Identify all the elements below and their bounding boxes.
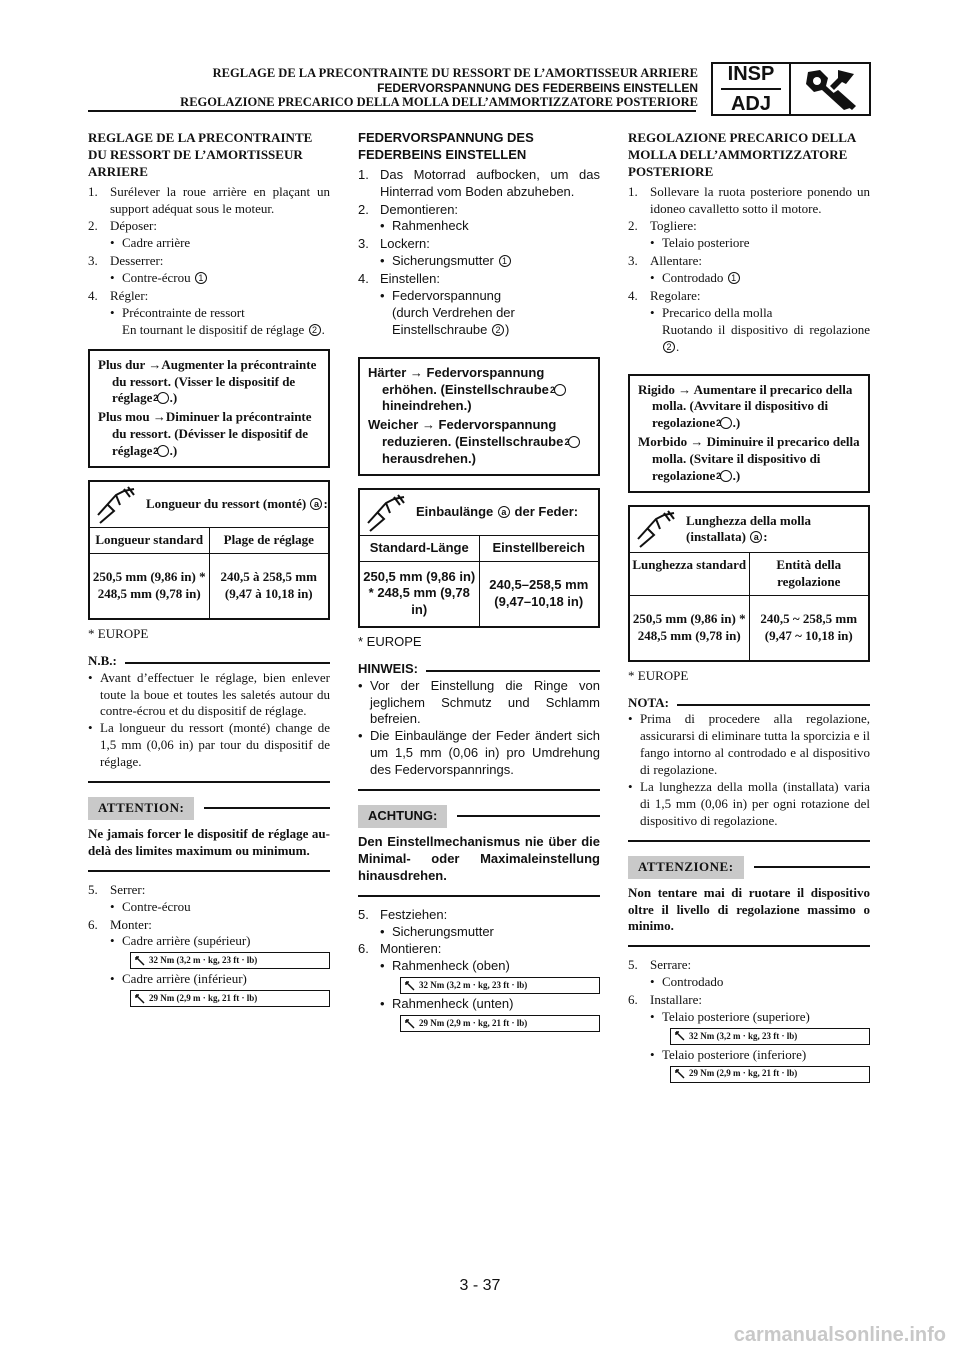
- callout-a-icon: a: [750, 531, 762, 543]
- de-step-6: 6. Montieren:: [358, 941, 442, 957]
- it-footnote: * EUROPE: [628, 667, 689, 683]
- callout-2-icon: 2: [568, 436, 580, 448]
- fr-note-list: • Avant d’effectuer le réglage, bien enlever toute la boue et toutes les saletés autour du contre-écrou et du dispositif de réglage. • La longueur du ressort (monté) change de 1,5 mm (0,06 in) par tour du dispositif de réglage.: [88, 669, 330, 770]
- callout-2-icon: 2: [720, 417, 732, 429]
- column-french: [88, 130, 330, 1009]
- it-warning-text: Non tentare mai di ruotare il dispositivo oltre il livello di regolazione massimo o minimo.: [628, 884, 870, 934]
- de-adjust-box: Härter → Federvorspannung erhöhen. (Einstellschraube 2 hineindrehen.) Weicher → Federvorspannung reduzieren. (Einstellschraube 2 herausdrehen.): [358, 357, 600, 476]
- fr-torque-spec-2: 29 Nm (2,9 m · kg, 21 ft · lb): [130, 990, 330, 1007]
- it-step-4-sub: Ruotando il dispositivo di regolazione 2 .: [662, 321, 870, 354]
- fr-step-1: 1. Surélever la roue arrière en plaçant un support adéquat sous le moteur.: [88, 183, 330, 216]
- wrench-icon: [791, 64, 869, 114]
- section-header-titles: [58, 66, 698, 110]
- de-section-title: FEDERVORSPANNUNG DES FEDERBEINS EINSTELLEN: [358, 130, 534, 162]
- de-spec-col1: Standard-Länge: [369, 540, 469, 556]
- callout-2-icon: 2: [309, 324, 321, 336]
- de-spec-col2: Einstellbereich: [479, 536, 599, 561]
- de-step-4: 4. Einstellen:: [358, 271, 440, 287]
- it-spec-val2: 240,5 ~ 258,5 mm (9,47 ~ 10,18 in): [749, 596, 869, 660]
- fr-torque-spec-1: 32 Nm (3,2 m · kg, 23 ft · lb): [130, 952, 330, 969]
- de-note-list: • Vor der Einstellung die Ringe von jeglichem Schmutz und Schlamm befreien. • Die Einbaulänge der Feder ändert sich um 1,5 mm (0,06 in) pro Umdrehung des Federvorspannrings.: [358, 677, 600, 778]
- it-step-4: 4. Regolare:: [628, 288, 701, 304]
- header-rule: [88, 110, 696, 112]
- header-title-it: REGOLAZIONE PRECARICO DELLA MOLLA DELL’AMMORTIZZATORE POSTERIORE: [180, 95, 698, 110]
- it-step-5: 5. Serrare:: [628, 957, 692, 973]
- de-spec-val2: 240,5–258,5 mm (9,47–10,18 in): [479, 562, 599, 626]
- de-warning-text: Den Einstellmechanismus nie über die Minimal- oder Maximaleinstellung hinausdrehen.: [358, 833, 600, 883]
- de-step-5: 5. Festziehen:: [358, 906, 448, 922]
- de-step-2-item: • Rahmenheck: [380, 218, 469, 234]
- it-spec-title: Lunghezza della molla (installata) a :: [686, 512, 811, 545]
- column-german: [358, 130, 600, 1034]
- de-note-header: HINWEIS:: [358, 661, 600, 678]
- it-torque-spec-1: 32 Nm (3,2 m · kg, 23 ft · lb): [670, 1028, 870, 1045]
- callout-1-icon: 1: [499, 255, 511, 267]
- fr-spec-col1: Longueur standard: [95, 532, 204, 548]
- fr-step-6-item-2: • Cadre arrière (inférieur): [110, 971, 247, 987]
- site-watermark: carmanualsonline.info: [733, 1324, 946, 1346]
- fr-step-5-item: • Contre-écrou: [110, 898, 191, 914]
- fr-spec-title: Longueur du ressort (monté) a :: [146, 496, 328, 512]
- it-step-1: 1. Sollevare la ruota posteriore ponendo un idoneo cavalletto sotto il motore.: [628, 183, 870, 216]
- fr-step-3: 3. Desserrer:: [88, 253, 164, 269]
- it-step-4-item: • Precarico della molla: [650, 304, 773, 320]
- fr-spec-table: [88, 480, 330, 620]
- fr-step-4-sub: En tournant le dispositif de réglage 2 .: [122, 321, 325, 337]
- header-title-de: FEDERVORSPANNUNG DES FEDERBEINS EINSTELLEN: [377, 81, 698, 95]
- callout-2-icon: 2: [492, 324, 504, 336]
- callout-2-icon: 2: [157, 445, 169, 457]
- de-step-3-item: • Sicherungsmutter 1: [358, 253, 600, 270]
- column-italian: [628, 130, 870, 1085]
- fr-step-6-item-1: • Cadre arrière (supérieur): [110, 933, 251, 949]
- fr-step-6: 6. Monter:: [88, 916, 152, 932]
- de-step-2: 2. Demontieren:: [358, 201, 459, 217]
- fr-step-4: 4. Régler:: [88, 288, 149, 304]
- de-step-3: 3. Lockern:: [358, 236, 430, 252]
- de-step-1: 1. Das Motorrad aufbocken, um das Hinterrad vom Boden abzuheben.: [358, 166, 600, 199]
- page-number: 3 - 37: [459, 1277, 501, 1294]
- fr-warning-header: ATTENTION:: [88, 797, 330, 820]
- it-spec-val1: 250,5 mm (9,86 in) * 248,5 mm (9,78 in): [632, 610, 746, 643]
- de-step-6-item-1: • Rahmenheck (oben): [380, 958, 510, 974]
- fr-step-4-item: • Précontrainte de ressort: [110, 304, 245, 320]
- torque-wrench-icon: [675, 1031, 685, 1041]
- de-step-5-item: • Sicherungsmutter: [380, 923, 494, 939]
- it-step-6-item-2: • Telaio posteriore (inferiore): [650, 1046, 807, 1062]
- it-step-2-item: • Telaio posteriore: [650, 235, 750, 251]
- de-step-6-item-2: • Rahmenheck (unten): [380, 996, 514, 1012]
- badge-top: INSP: [727, 63, 775, 85]
- de-torque-spec-1: 32 Nm (3,2 m · kg, 23 ft · lb): [400, 977, 600, 994]
- callout-a-icon: a: [498, 506, 510, 518]
- de-spec-val1: 250,5 mm (9,86 in) * 248,5 mm (9,78 in): [363, 568, 476, 618]
- callout-2-icon: 2: [720, 470, 732, 482]
- torque-wrench-icon: [405, 1019, 415, 1029]
- it-step-3: 3. Allentare:: [628, 253, 702, 269]
- torque-wrench-icon: [135, 956, 145, 966]
- callout-2-icon: 2: [157, 392, 169, 404]
- it-torque-spec-2: 29 Nm (2,9 m · kg, 21 ft · lb): [670, 1066, 870, 1083]
- it-warning-header: ATTENZIONE:: [628, 856, 870, 879]
- fr-section-title: REGLAGE DE LA PRECONTRAINTE DU RESSORT DE L’AMORTISSEUR ARRIERE: [88, 130, 313, 179]
- it-note-list: • Prima di procedere alla regolazione, assicurarsi di eliminare tutta la sporcizia e il fango intorno al controdado e al dispositivo di regolazione. • La lunghezza della molla (installata) varia di 1,5 mm (0,06 in) per ogni rotazione del dispositivo di regolazione.: [628, 711, 870, 828]
- it-section-title: REGOLAZIONE PRECARICO DELLA MOLLA DELL’AMMORTIZZATORE POSTERIORE: [628, 130, 856, 179]
- header-title-fr: REGLAGE DE LA PRECONTRAINTE DU RESSORT DE L’AMORTISSEUR ARRIERE: [212, 66, 698, 80]
- it-spec-col1: Lunghezza standard: [632, 556, 747, 572]
- it-step-5-item: • Controdado: [650, 974, 724, 990]
- fr-note-header: N.B.:: [88, 653, 330, 670]
- de-step-4-item: • Federvorspannung: [380, 288, 502, 304]
- torque-wrench-icon: [135, 994, 145, 1004]
- it-note-header: NOTA:: [628, 695, 870, 712]
- badge-bottom: ADJ: [730, 93, 771, 115]
- inspection-badge: [711, 62, 871, 116]
- fr-spec-val2: 240,5 à 258,5 mm (9,47 à 10,18 in): [209, 554, 329, 618]
- torque-wrench-icon: [405, 981, 415, 991]
- de-spec-title: Einbaulänge a der Feder:: [416, 504, 579, 520]
- caliper-icon: [360, 490, 412, 535]
- de-footnote: * EUROPE: [358, 633, 422, 649]
- it-step-6-item-1: • Telaio posteriore (superiore): [650, 1008, 810, 1024]
- torque-wrench-icon: [675, 1069, 685, 1079]
- it-step-3-item: • Controdado 1: [628, 270, 870, 287]
- caliper-icon: [90, 482, 142, 527]
- it-step-2: 2. Togliere:: [628, 218, 697, 234]
- callout-2-icon: 2: [663, 341, 675, 353]
- de-spec-table: [358, 488, 600, 628]
- it-step-6: 6. Installare:: [628, 992, 702, 1008]
- de-warning-header: ACHTUNG:: [358, 805, 600, 828]
- fr-spec-val1: 250,5 mm (9,86 in) * 248,5 mm (9,78 in): [92, 569, 206, 601]
- fr-step-5: 5. Serrer:: [88, 881, 146, 897]
- it-spec-table: [628, 505, 870, 662]
- caliper-icon: [630, 507, 682, 552]
- fr-step-2-item: • Cadre arrière: [110, 235, 191, 251]
- de-step-4-sub: (durch Verdrehen der Einstellschraube 2 ): [392, 304, 515, 337]
- fr-step-3-item: • Contre-écrou 1: [88, 270, 330, 287]
- callout-a-icon: a: [310, 498, 322, 510]
- it-spec-col2: Entità della regolazione: [749, 553, 869, 595]
- it-adjust-box: Rigido → Aumentare il precarico della molla. (Avvitare il dispositivo di regolazione 2 .) Morbido → Diminuire il precarico della molla. (Svitare il dispositivo di regolazione 2 .): [628, 374, 870, 493]
- fr-adjust-box: Plus dur →Augmenter la précontrainte du ressort. (Visser le dispositif de réglage 2 .) Plus mou →Diminuer la précontrainte du ressort. (Dévisser le dispositif de réglage 2 .): [88, 349, 330, 468]
- fr-step-2: 2. Déposer:: [88, 218, 157, 234]
- callout-2-icon: 2: [554, 384, 566, 396]
- badge-text: [713, 64, 791, 114]
- callout-1-icon: 1: [195, 272, 207, 284]
- fr-warning-text: Ne jamais forcer le dispositif de réglage au-delà des limites maximum ou minimum.: [88, 825, 330, 858]
- de-torque-spec-2: 29 Nm (2,9 m · kg, 21 ft · lb): [400, 1015, 600, 1032]
- fr-spec-col2: Plage de réglage: [209, 528, 329, 553]
- fr-footnote: * EUROPE: [88, 625, 149, 641]
- callout-1-icon: 1: [728, 272, 740, 284]
